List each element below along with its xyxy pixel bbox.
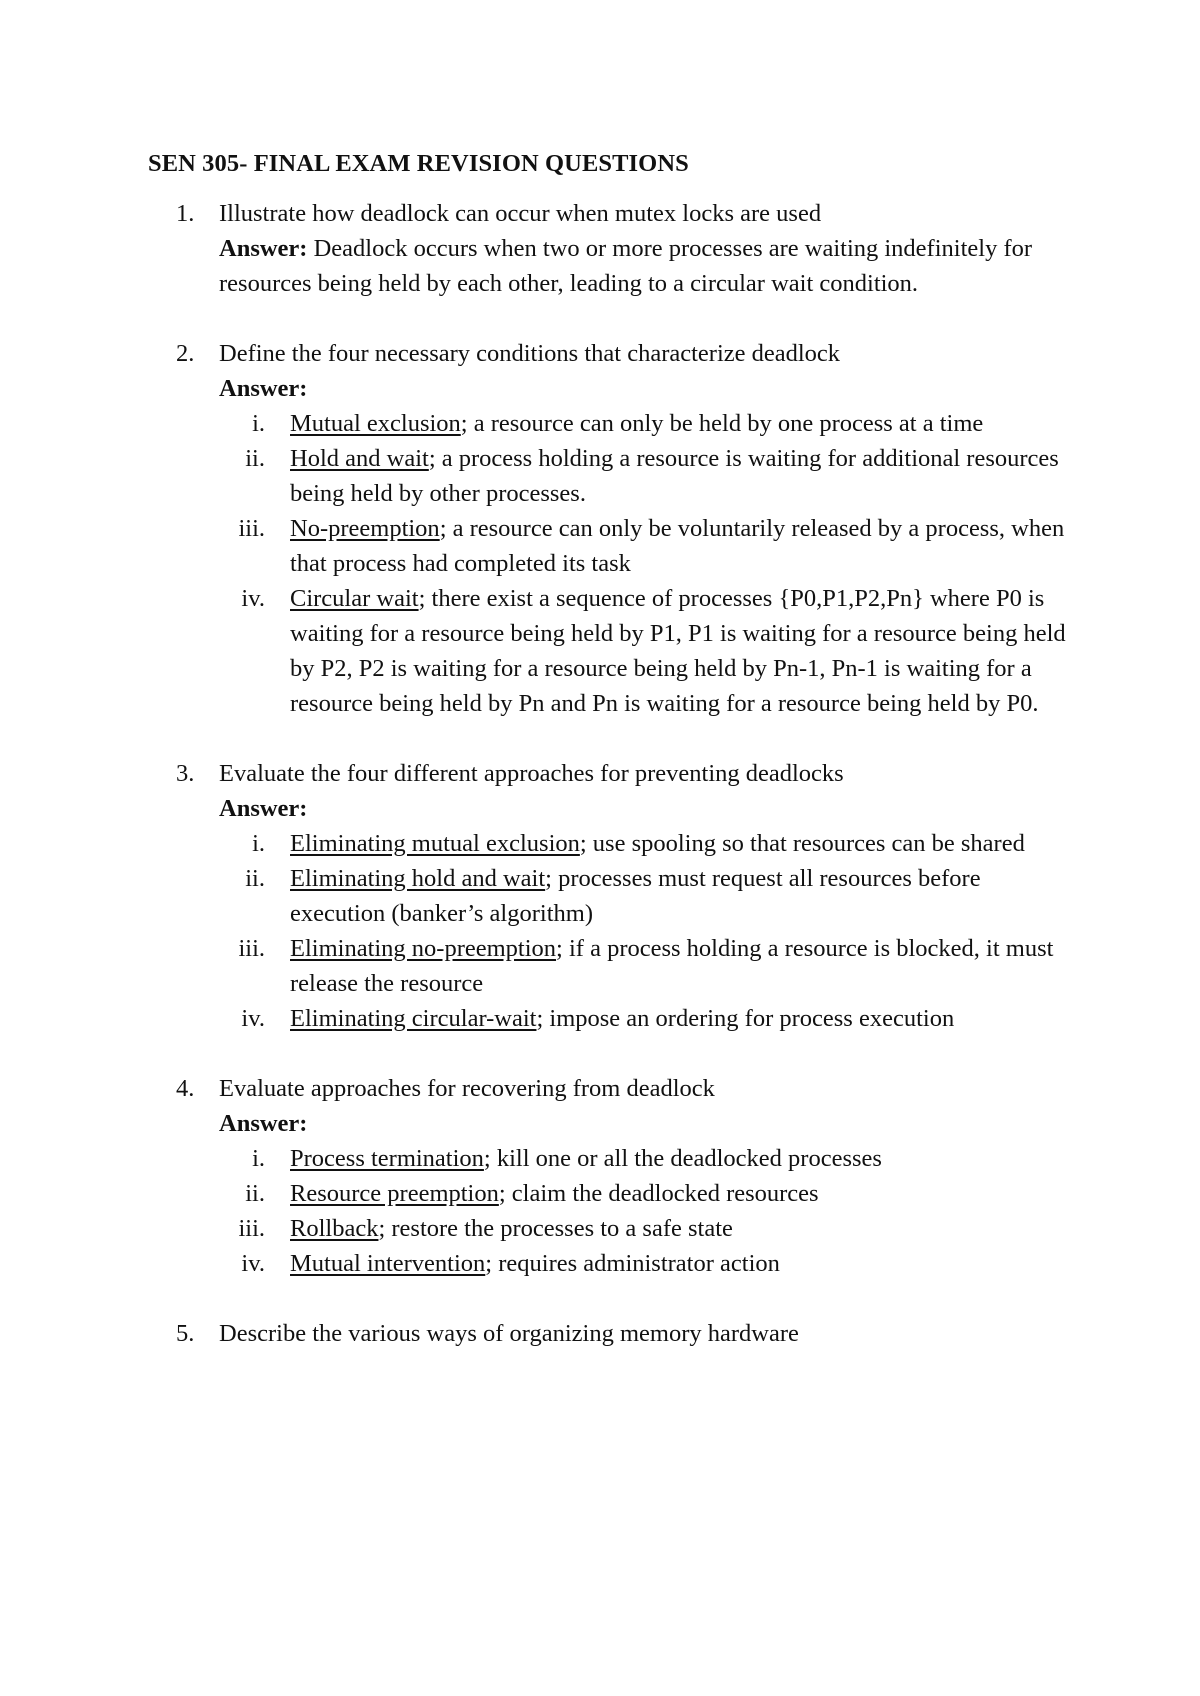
question-text: Define the four necessary conditions that characterize deadlock	[219, 340, 841, 367]
answer-list	[219, 826, 1068, 1036]
item-text: ; a resource can only be held by one process at a time	[460, 410, 984, 437]
question-number: 2.	[176, 340, 195, 367]
answer-list-item	[219, 1001, 1068, 1036]
item-term: Hold and wait	[290, 445, 429, 472]
answer-label: Answer:	[219, 235, 308, 262]
item-numeral: ii.	[245, 1180, 265, 1207]
answer-list	[219, 406, 1068, 721]
question-text: Evaluate approaches for recovering from deadlock	[219, 1075, 715, 1102]
item-term: Mutual intervention	[290, 1250, 486, 1277]
item-term: Resource preemption	[290, 1180, 499, 1207]
item-numeral: iv.	[241, 585, 265, 612]
item-term: Circular wait	[290, 585, 419, 612]
item-text: ; there exist a sequence of processes {P0,P1,P2,Pn} where P0 is waiting for a resource being held by P1, P1 is waiting for a resource being held by P2, P2 is waiting for a resource being held by Pn-1, Pn-1 is waiting for a resource being held by Pn and Pn is waiting for a resource being held by P0.	[290, 585, 1066, 717]
question-text: Illustrate how deadlock can occur when mutex locks are used	[219, 200, 822, 227]
question-item	[148, 756, 1068, 1036]
item-text: ; if a process holding a resource is blocked, it must release the resource	[290, 935, 1054, 997]
question-number: 5.	[176, 1320, 195, 1347]
question-item	[148, 196, 1068, 301]
question-text: Describe the various ways of organizing memory hardware	[219, 1320, 799, 1347]
item-term: No-preemption	[290, 515, 440, 542]
question-number: 4.	[176, 1075, 195, 1102]
item-numeral: i.	[252, 830, 265, 857]
question-text: Evaluate the four different approaches for preventing deadlocks	[219, 760, 844, 787]
item-text: ; processes must request all resources before execution (banker’s algorithm)	[290, 865, 981, 927]
answer-list-item	[219, 441, 1068, 511]
item-text: ; claim the deadlocked resources	[498, 1180, 819, 1207]
item-numeral: i.	[252, 1145, 265, 1172]
answer-list-item	[219, 1176, 1068, 1211]
item-numeral: ii.	[245, 445, 265, 472]
item-text: ; requires administrator action	[485, 1250, 780, 1277]
question-item	[148, 1071, 1068, 1281]
answer-list-item	[219, 1211, 1068, 1246]
item-term: Eliminating hold and wait	[290, 865, 546, 892]
answer-list-item	[219, 511, 1068, 581]
answer-label: Answer:	[219, 375, 308, 402]
answer-list-item	[219, 406, 1068, 441]
item-numeral: i.	[252, 410, 265, 437]
answer-list-item	[219, 581, 1068, 721]
item-term: Rollback	[290, 1215, 379, 1242]
item-text: ; use spooling so that resources can be shared	[579, 830, 1025, 857]
answer-list-item	[219, 931, 1068, 1001]
answer-label: Answer:	[219, 1110, 308, 1137]
question-item	[148, 1316, 1068, 1351]
item-term: Eliminating no-preemption	[290, 935, 557, 962]
item-numeral: iii.	[238, 515, 265, 542]
item-text: ; kill one or all the deadlocked processes	[483, 1145, 882, 1172]
page-title: SEN 305- FINAL EXAM REVISION QUESTIONS	[148, 150, 689, 177]
item-numeral: iii.	[238, 935, 265, 962]
answer-list-item	[219, 826, 1068, 861]
item-term: Mutual exclusion	[290, 410, 461, 437]
answer-text: Deadlock occurs when two or more processes are waiting indefinitely for resources being held by each other, leading to a circular wait condition.	[219, 235, 1033, 297]
question-item	[148, 336, 1068, 721]
item-numeral: iv.	[241, 1005, 265, 1032]
answer-list-item	[219, 1246, 1068, 1281]
question-number: 1.	[176, 200, 195, 227]
question-list	[148, 196, 1068, 1386]
answer-list	[219, 1141, 1068, 1281]
question-number: 3.	[176, 760, 195, 787]
item-term: Process termination	[290, 1145, 484, 1172]
item-numeral: iii.	[238, 1215, 265, 1242]
item-term: Eliminating mutual exclusion	[290, 830, 580, 857]
item-text: ; restore the processes to a safe state	[378, 1215, 733, 1242]
answer-list-item	[219, 861, 1068, 931]
item-text: ; impose an ordering for process execution	[536, 1005, 955, 1032]
item-term: Eliminating circular-wait	[290, 1005, 537, 1032]
answer-label: Answer:	[219, 795, 308, 822]
answer-block	[219, 231, 1068, 301]
item-text: ; a process holding a resource is waiting for additional resources being held by other processes.	[290, 445, 1059, 507]
item-numeral: iv.	[241, 1250, 265, 1277]
item-text: ; a resource can only be voluntarily released by a process, when that process had completed its task	[290, 515, 1065, 577]
item-numeral: ii.	[245, 865, 265, 892]
answer-list-item	[219, 1141, 1068, 1176]
